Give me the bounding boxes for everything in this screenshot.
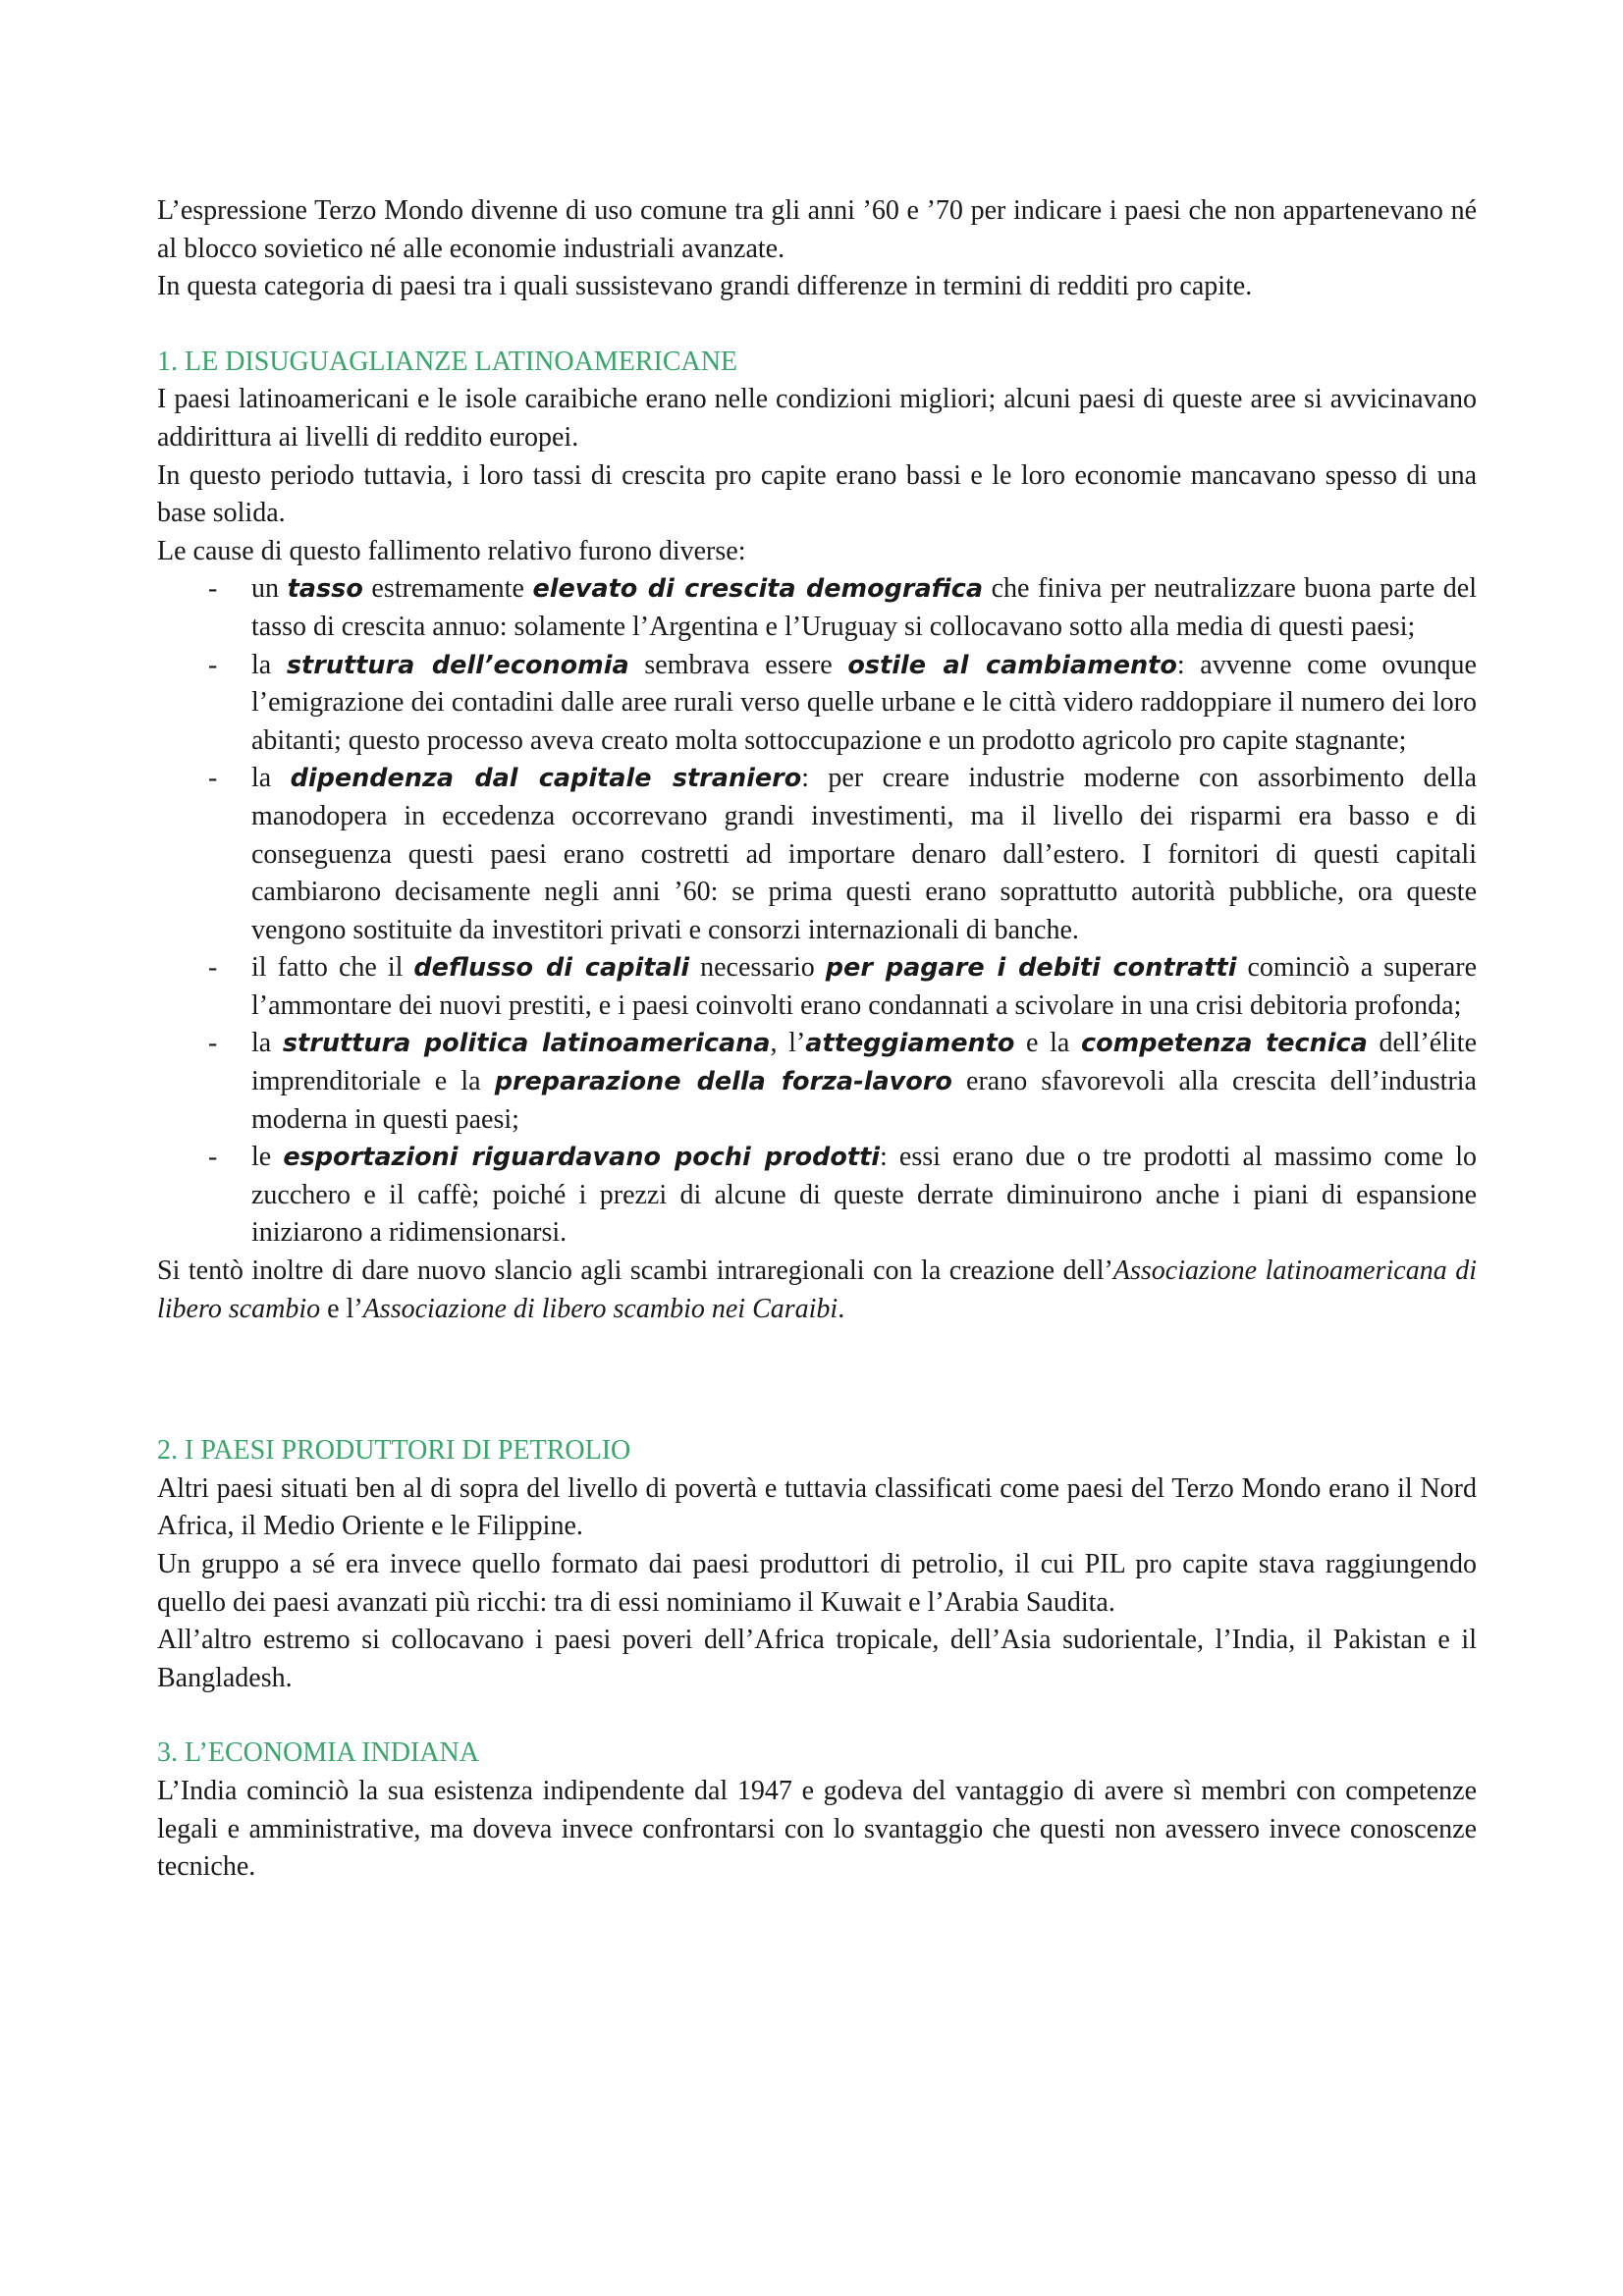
section-1-paragraph-2: In questo periodo tuttavia, i loro tassi di crescita pro capite erano bassi e le loro economie mancavano spesso di una base solida. bbox=[157, 459, 1477, 529]
section-3-heading: 3. L’ECONOMIA INDIANA bbox=[157, 1737, 479, 1769]
section-1-paragraph-3: Le cause di questo fallimento relativo furono diverse: bbox=[157, 535, 746, 566]
list-item-5: - la struttura politica latinoamericana, l’atteggiamento e la competenza tecnica dell’élite imprenditoriale e la preparazione della forza-lavoro erano sfavorevoli alla crescita dell’industria moderna in questi paesi; bbox=[251, 1025, 1477, 1139]
list-item-2: - la struttura dell’economia sembrava essere ostile al cambiamento: avvenne come ovunque l’emigrazione dei contadini dalle aree rurali verso quelle urbane e le città videro raddoppiare il numero dei loro abitanti; questo processo aveva creato molta sottoccupazione e un prodotto agricolo pro capite stagnante; bbox=[251, 647, 1477, 761]
section-1-closing-paragraph: Si tentò inoltre di dare nuovo slancio agli scambi intraregionali con la creazione dell’Associazione latinoamericana di libero scambio e l’Associazione di libero scambio nei Caraibi. bbox=[157, 1255, 1478, 1324]
list-item-6: - le esportazioni riguardavano pochi prodotti: essi erano due o tre prodotti al massimo come lo zucchero e il caffè; poiché i prezzi di alcune di queste derrate diminuirono anche i piani di espansione iniziarono a ridimensionarsi. bbox=[251, 1139, 1477, 1253]
bullet-dash: - bbox=[208, 1028, 218, 1059]
bullet-dash: - bbox=[208, 649, 218, 680]
intro-paragraph-1: L’espressione Terzo Mondo divenne di uso comune tra gli anni ’60 e ’70 per indicare i paesi che non appartenevano né al blocco sovietico né alle economie industriali avanzate. bbox=[157, 195, 1477, 264]
bullet-dash: - bbox=[208, 1142, 218, 1173]
section-2-paragraph-1: Altri paesi situati ben al di sopra del livello di povertà e tuttavia classificati come paesi del Terzo Mondo erano il Nord Africa, il Medio Oriente e le Filippine. bbox=[157, 1472, 1477, 1542]
section-2-paragraph-3: All’altro estremo si collocavano i paesi poveri dell’Africa tropicale, dell’Asia sudorientale, l’India, il Pakistan e il Bangladesh. bbox=[157, 1625, 1477, 1693]
bullet-dash: - bbox=[208, 952, 218, 984]
section-2-heading: 2. I PAESI PRODUTTORI DI PETROLIO bbox=[157, 1435, 631, 1467]
section-1-heading: 1. LE DISUGUAGLIANZE LATINOAMERICANE bbox=[157, 346, 738, 377]
list-item-3: - la dipendenza dal capitale straniero: per creare industrie moderne con assorbimento della manodopera in eccedenza occorrevano grandi investimenti, ma il livello dei risparmi era basso e di conseguenza questi paesi erano costretti ad importare denaro dall’estero. I fornitori di questi capitali cambiarono decisamente negli anni ’60: se prima questi erano soprattutto autorità pubbliche, ora queste vengono sostituite da investitori privati e consorzi internazionali di banche. bbox=[251, 760, 1477, 949]
bullet-dash: - bbox=[208, 763, 218, 794]
list-item-1: - un tasso estremamente elevato di crescita demografica che finiva per neutralizzare buona parte del tasso di crescita annuo: solamente l’Argentina e l’Uruguay si collocavano sotto alla media di questi paesi; bbox=[251, 570, 1477, 646]
document-page bbox=[157, 192, 1477, 1887]
list-item-4: - il fatto che il deflusso di capitali necessario per pagare i debiti contratti cominciò a superare l’ammontare dei nuovi prestiti, e i paesi coinvolti erano condannati a scivolare in una crisi debitoria profonda; bbox=[251, 949, 1477, 1025]
section-1-paragraph-1: I paesi latinoamericani e le isole caraibiche erano nelle condizioni migliori; alcuni paesi di queste aree si avvicinavano addirittura ai livelli di reddito europei. bbox=[157, 384, 1477, 453]
section-3-paragraph-1: L’India cominciò la sua esistenza indipendente dal 1947 e godeva del vantaggio di avere sì membri con competenze legali e amministrative, ma doveva invece confrontarsi con lo svantaggio che questi non avessero invece conoscenze tecniche. bbox=[157, 1775, 1477, 1883]
causes-list bbox=[157, 570, 1477, 1253]
intro-paragraph-2: In questa categoria di paesi tra i quali sussistevano grandi differenze in termini di redditi pro capite. bbox=[157, 271, 1253, 302]
section-2-paragraph-2: Un gruppo a sé era invece quello formato dai paesi produttori di petrolio, il cui PIL pro capite stava raggiungendo quello dei paesi avanzati più ricchi: tra di essi nominiamo il Kuwait e l’Arabia Saudita. bbox=[157, 1549, 1477, 1618]
bullet-dash: - bbox=[208, 573, 218, 605]
